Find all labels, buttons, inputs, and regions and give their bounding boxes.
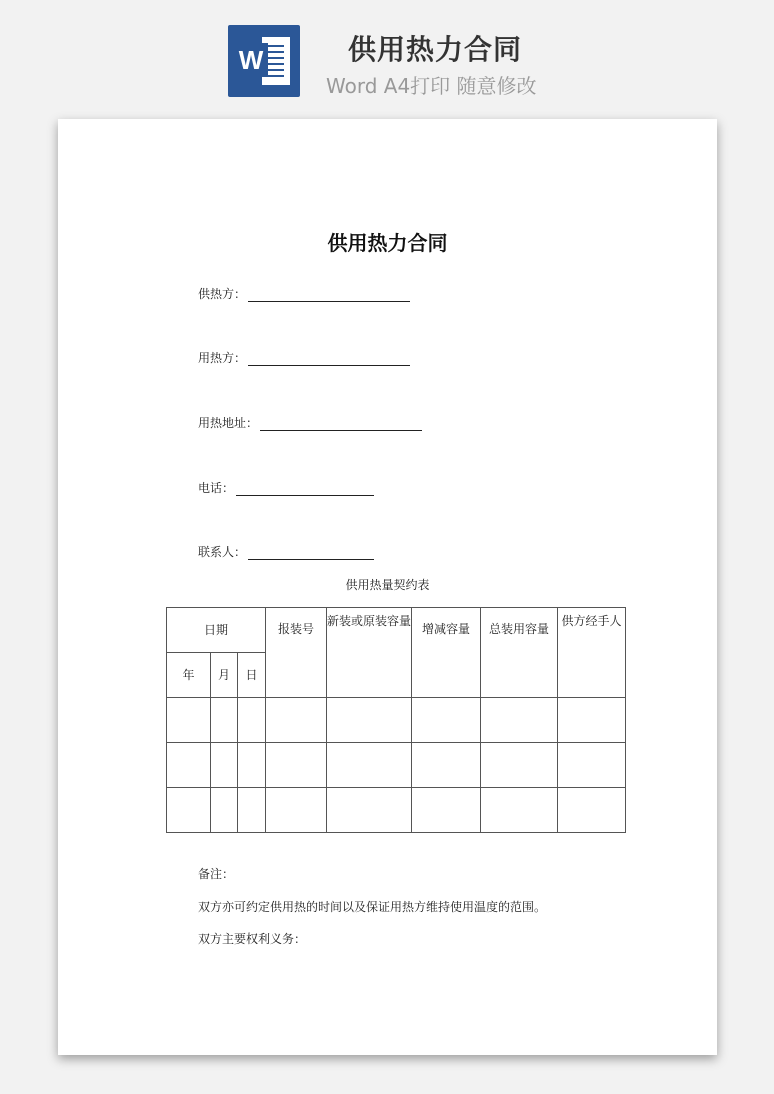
field-label: 用热地址： xyxy=(198,416,259,430)
header-year: 年 xyxy=(167,653,211,698)
notes-line-1: 双方亦可约定供用热的时间以及保证用热方维持使用温度的范围。 xyxy=(198,900,547,914)
field-heat-supplier xyxy=(198,285,410,302)
field-phone xyxy=(198,479,374,496)
heat-contract-table xyxy=(166,607,626,833)
header-report-no: 报装号 xyxy=(266,608,327,698)
header-new-or-original-capacity: 新装或原装容量 xyxy=(327,608,412,698)
header-day: 日 xyxy=(238,653,266,698)
blank-line xyxy=(248,351,410,366)
field-label: 用热方： xyxy=(198,351,247,365)
table-row xyxy=(167,788,626,833)
header-capacity-change: 增减容量 xyxy=(412,608,481,698)
header-month: 月 xyxy=(211,653,238,698)
word-letter: W xyxy=(234,43,268,77)
table-row xyxy=(167,698,626,743)
table-caption: 供用热量契约表 xyxy=(345,578,430,592)
document-page xyxy=(58,119,717,1055)
blank-line xyxy=(260,416,422,431)
header-supplier-handler: 供方经手人 xyxy=(558,608,626,698)
field-heat-user xyxy=(198,349,410,366)
header-subtitle: Word A4打印 随意修改 xyxy=(326,74,537,98)
word-icon xyxy=(228,25,300,97)
notes-line-2: 双方主要权利义务： xyxy=(198,932,307,946)
notes-label: 备注： xyxy=(198,867,235,881)
header-title: 供用热力合同 xyxy=(348,33,523,66)
field-heat-address xyxy=(198,414,422,431)
header-date: 日期 xyxy=(167,608,266,653)
page-header xyxy=(0,0,774,110)
field-label: 电话： xyxy=(198,481,235,495)
contract-title: 供用热力合同 xyxy=(327,231,448,255)
table-row xyxy=(167,743,626,788)
header-total-capacity: 总装用容量 xyxy=(481,608,558,698)
field-label: 供热方： xyxy=(198,287,247,301)
blank-line xyxy=(236,481,374,496)
blank-line xyxy=(248,287,410,302)
blank-line xyxy=(248,545,374,560)
field-contact-person xyxy=(198,543,374,560)
field-label: 联系人： xyxy=(198,545,247,559)
table-header-row xyxy=(167,608,626,653)
